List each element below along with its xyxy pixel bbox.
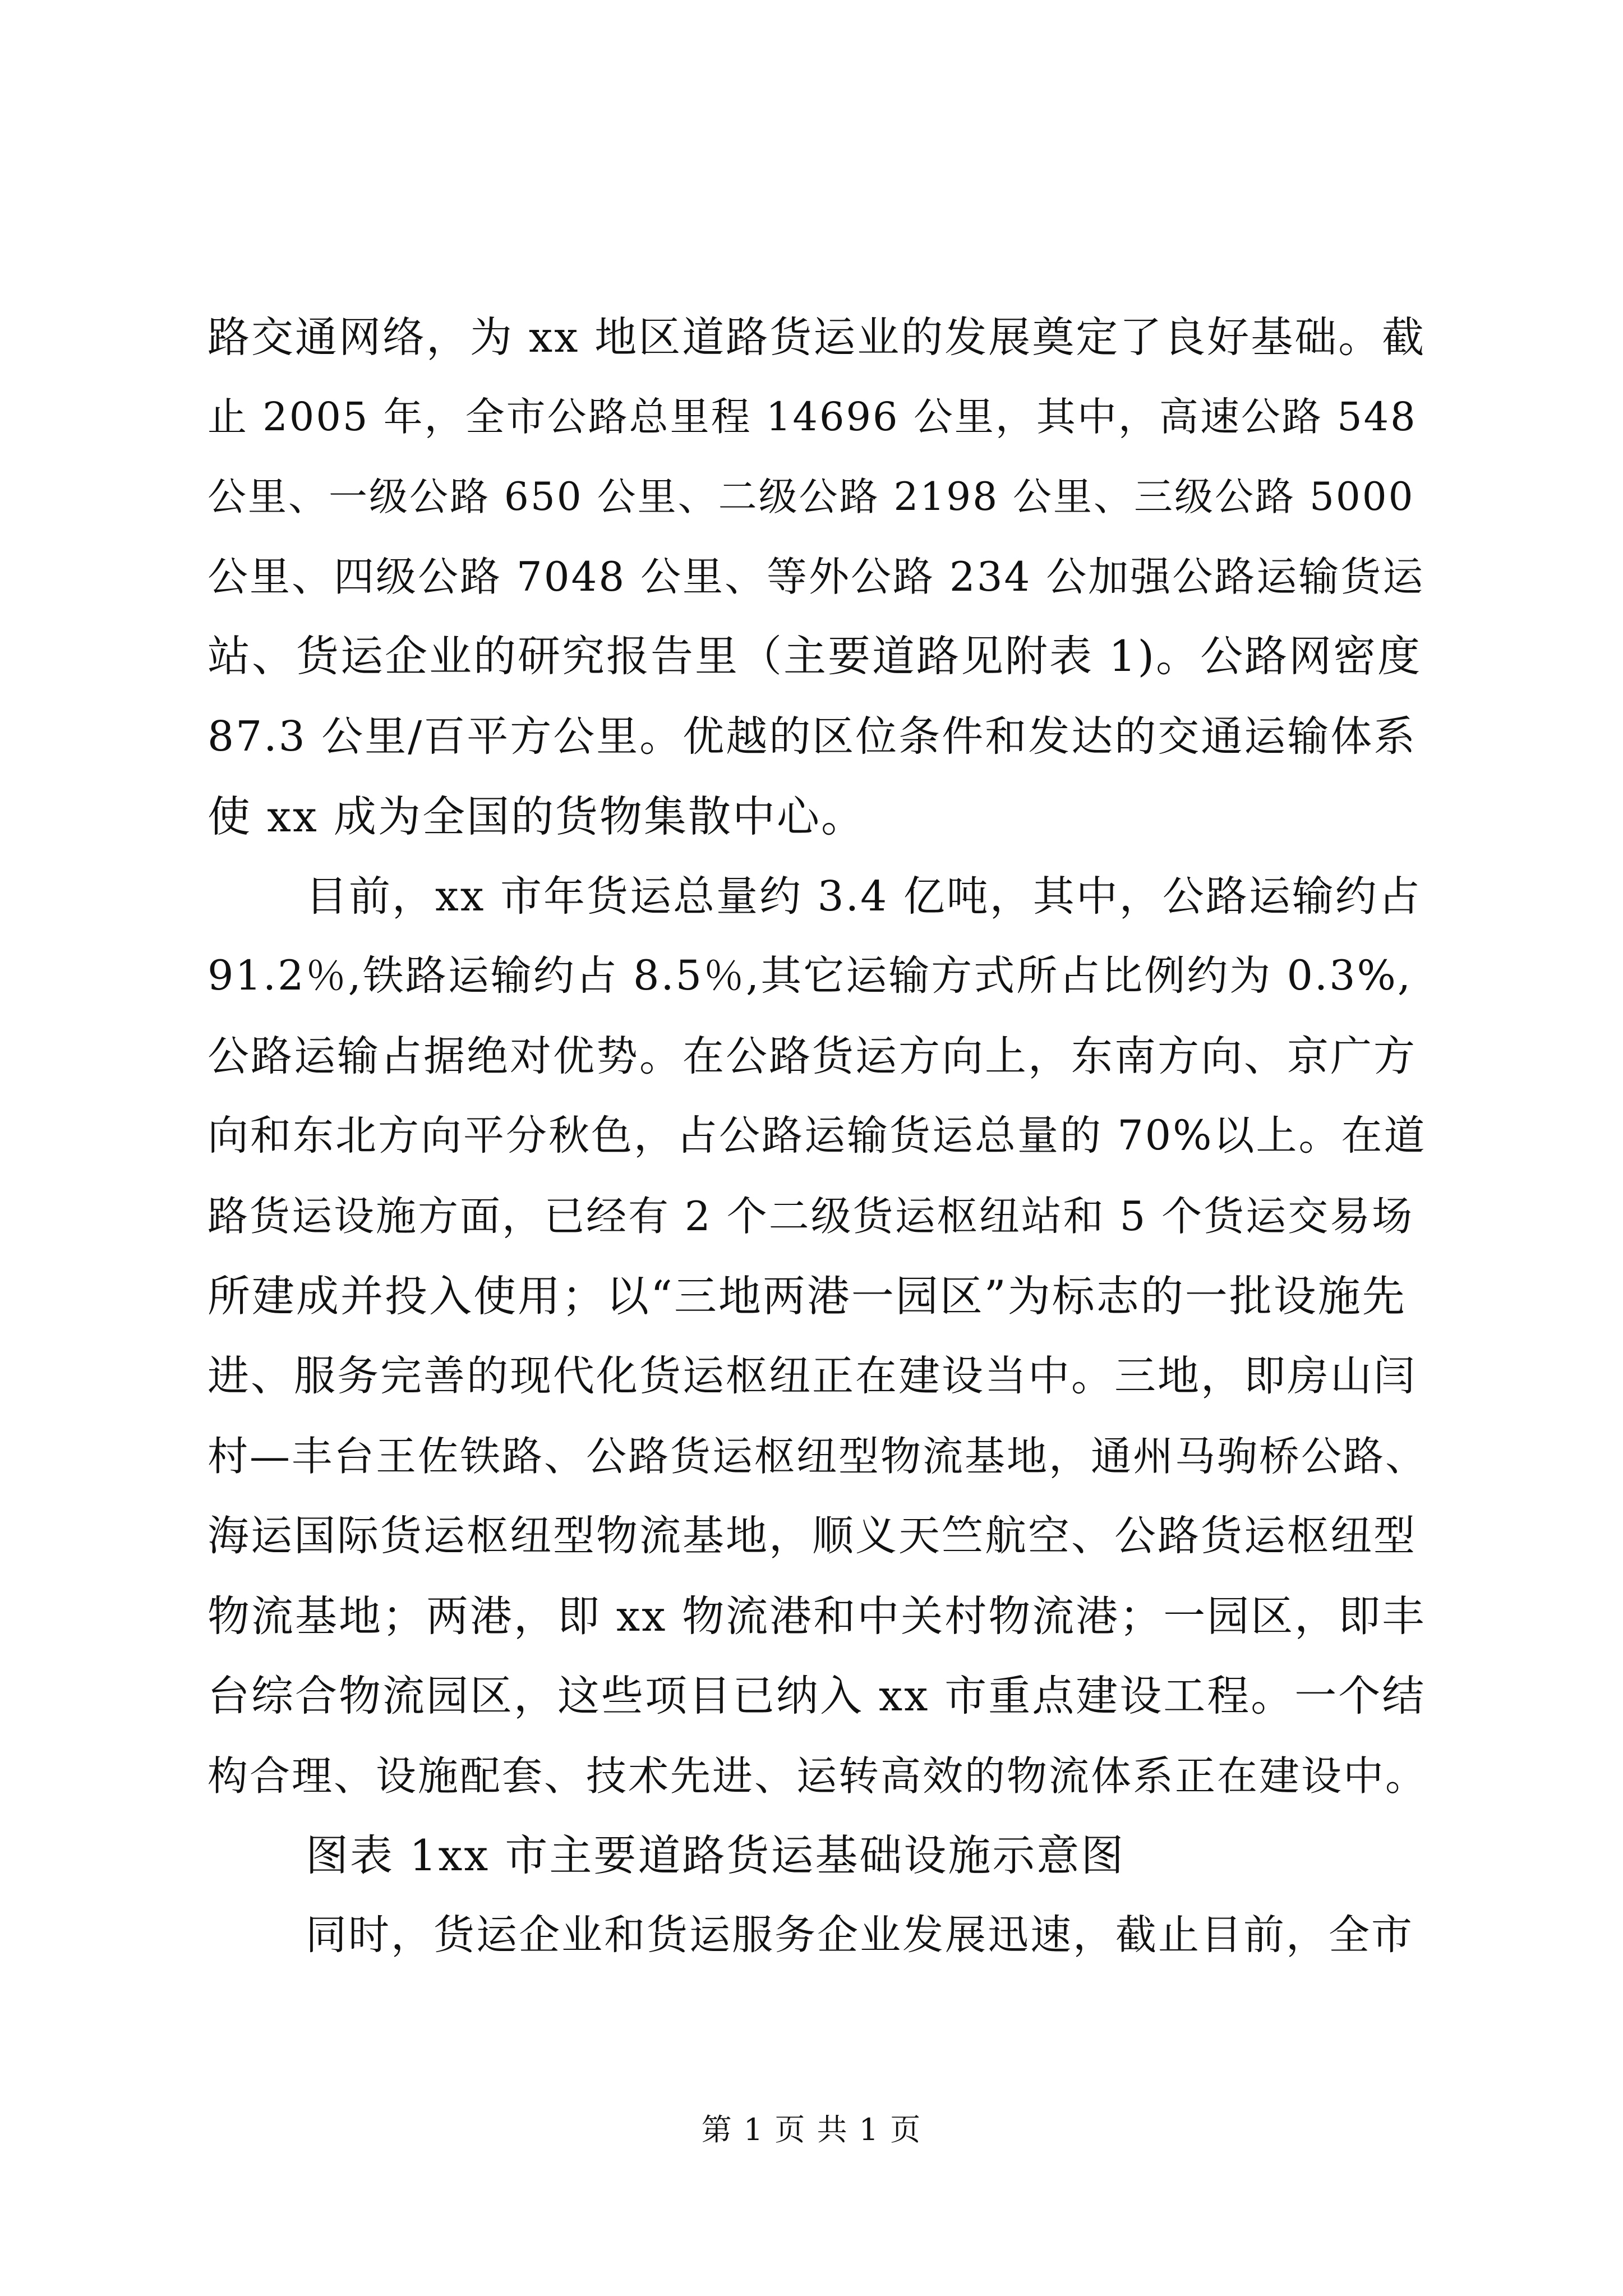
text-line: 87.3 公里/百平方公里。优越的区位条件和发达的交通运输体系 (208, 712, 1417, 761)
text-line: 村—丰台王佐铁路、公路货运枢纽型物流基地，通州马驹桥公路、 (208, 1433, 1428, 1480)
text-line: 使 xx 成为全国的货物集散中心。 (208, 792, 866, 841)
text-line: 向和东北方向平分秋色，占公路运输货运总量的 70%以上。在道 (208, 1112, 1427, 1159)
text-line: 物流基地；两港，即 xx 物流港和中关村物流港；一园区，即丰 (208, 1591, 1426, 1641)
text-line: 同时，货运企业和货运服务企业发展迅速，截止目前，全市 (306, 1911, 1414, 1959)
figure-caption: 图表 1xx 市主要道路货运基础设施示意图 (306, 1830, 1126, 1880)
text-line: 海运国际货运枢纽型物流基地，顺义天竺航空、公路货运枢纽型 (208, 1512, 1417, 1560)
text-line: 公路运输占据绝对优势。在公路货运方向上，东南方向、京广方 (208, 1032, 1417, 1080)
page-number-footer: 第 1 页 共 1 页 (701, 2112, 922, 2147)
text-line: 公里、一级公路 650 公里、二级公路 2198 公里、三级公路 5000 (208, 475, 1415, 519)
text-line: 站、货运企业的研究报告里（主要道路见附表 1)。公路网密度 (208, 631, 1422, 681)
text-line: 所建成并投入使用；以“三地两港一园区”为标志的一批设施先 (208, 1271, 1407, 1321)
text-line: 91.2％,铁路运输约占 8.5％,其它运输方式所占比例约为 0.3%, (208, 952, 1413, 1000)
text-line: 路货运设施方面，已经有 2 个二级货运枢纽站和 5 个货运交易场 (208, 1193, 1414, 1240)
text-line: 止 2005 年，全市公路总里程 14696 公里，其中，高速公路 548 (208, 394, 1417, 440)
text-line: 路交通网络，为 xx 地区道路货运业的发展奠定了良好基础。截 (208, 312, 1426, 362)
text-line: 构合理、设施配套、技术先进、运转高效的物流体系正在建设中。 (208, 1752, 1428, 1800)
text-line: 公里、四级公路 7048 公里、等外公路 234 公加强公路运输货运 (208, 553, 1425, 600)
text-line: 台综合物流园区，这些项目已纳入 xx 市重点建设工程。一个结 (208, 1671, 1426, 1720)
text-line: 目前，xx 市年货运总量约 3.4 亿吨，其中，公路运输约占 (306, 872, 1422, 921)
text-line: 进、服务完善的现代化货运枢纽正在建设当中。三地，即房山闫 (208, 1352, 1417, 1400)
